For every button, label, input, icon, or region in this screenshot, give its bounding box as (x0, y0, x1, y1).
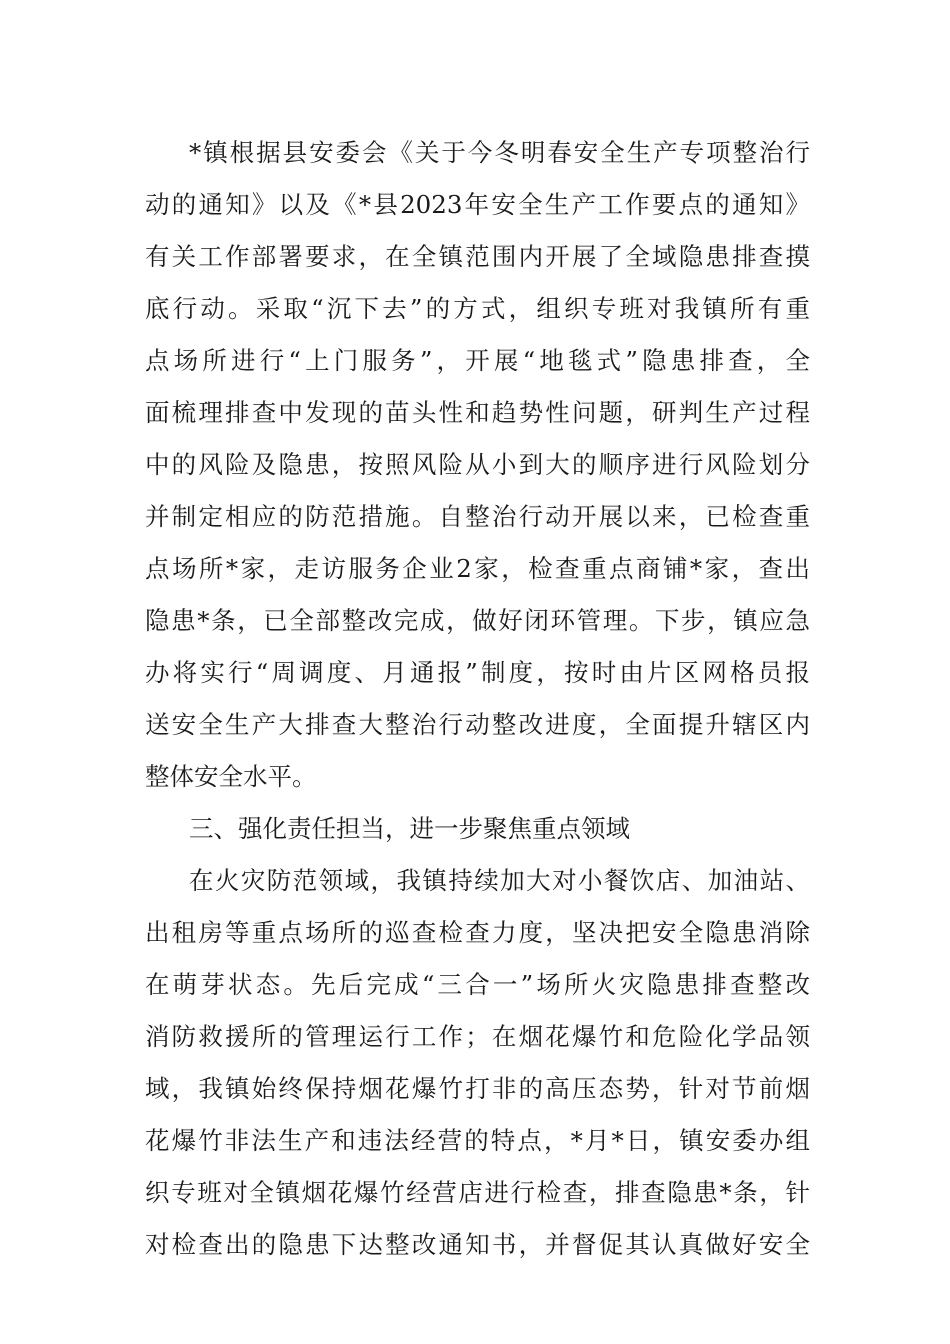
section-heading: 三、强化责任担当，进一步聚焦重点领域 (189, 814, 630, 843)
paragraph-2-line-1: 在火灾防范领域，我镇持续加大对小餐饮店、加油站、 (189, 866, 810, 895)
paragraph-1-line-10: 隐患*条，已全部整改完成，做好闭环管理。下步，镇应急 (145, 606, 810, 635)
paragraph-1-line-2: 动的通知》以及《*县2023年安全生产工作要点的通知》 (145, 190, 810, 219)
body-text (145, 127, 810, 1271)
paragraph-1-line-12: 送安全生产大排查大整治行动整改进度，全面提升辖区内 (145, 710, 810, 739)
paragraph-1-line-6: 面梳理排查中发现的苗头性和趋势性问题，研判生产过程 (145, 398, 810, 427)
paragraph-1-line-9: 点场所*家，走访服务企业2家，检查重点商铺*家，查出 (145, 554, 810, 583)
paragraph-1-line-1: *镇根据县安委会《关于今冬明春安全生产专项整治行 (189, 138, 810, 167)
paragraph-2-line-7: 织专班对全镇烟花爆竹经营店进行检查，排查隐患*条，针 (145, 1178, 810, 1207)
paragraph-1-line-5: 点场所进行“上门服务”，开展“地毯式”隐患排查，全 (145, 346, 810, 375)
paragraph-2-line-5: 域，我镇始终保持烟花爆竹打非的高压态势，针对节前烟 (145, 1074, 810, 1103)
paragraph-2-line-8: 对检查出的隐患下达整改通知书，并督促其认真做好安全 (145, 1230, 810, 1259)
paragraph-1-line-3: 有关工作部署要求，在全镇范围内开展了全域隐患排查摸 (145, 242, 810, 271)
paragraph-1-line-7: 中的风险及隐患，按照风险从小到大的顺序进行风险划分 (145, 450, 810, 479)
paragraph-1-line-8: 并制定相应的防范措施。自整治行动开展以来，已检查重 (145, 502, 810, 531)
paragraph-1-line-11: 办将实行“周调度、月通报”制度，按时由片区网格员报 (145, 658, 810, 687)
paragraph-2-line-3: 在萌芽状态。先后完成“三合一”场所火灾隐患排查整改 (145, 970, 810, 999)
paragraph-2-line-6: 花爆竹非法生产和违法经营的特点，*月*日，镇安委办组 (145, 1126, 810, 1155)
paragraph-1-line-13: 整体安全水平。 (145, 762, 317, 791)
paragraph-1-line-4: 底行动。采取“沉下去”的方式，组织专班对我镇所有重 (145, 294, 810, 323)
paragraph-2-line-2: 出租房等重点场所的巡查检查力度，坚决把安全隐患消除 (145, 918, 810, 947)
paragraph-2-line-4: 消防救援所的管理运行工作；在烟花爆竹和危险化学品领 (145, 1022, 810, 1051)
